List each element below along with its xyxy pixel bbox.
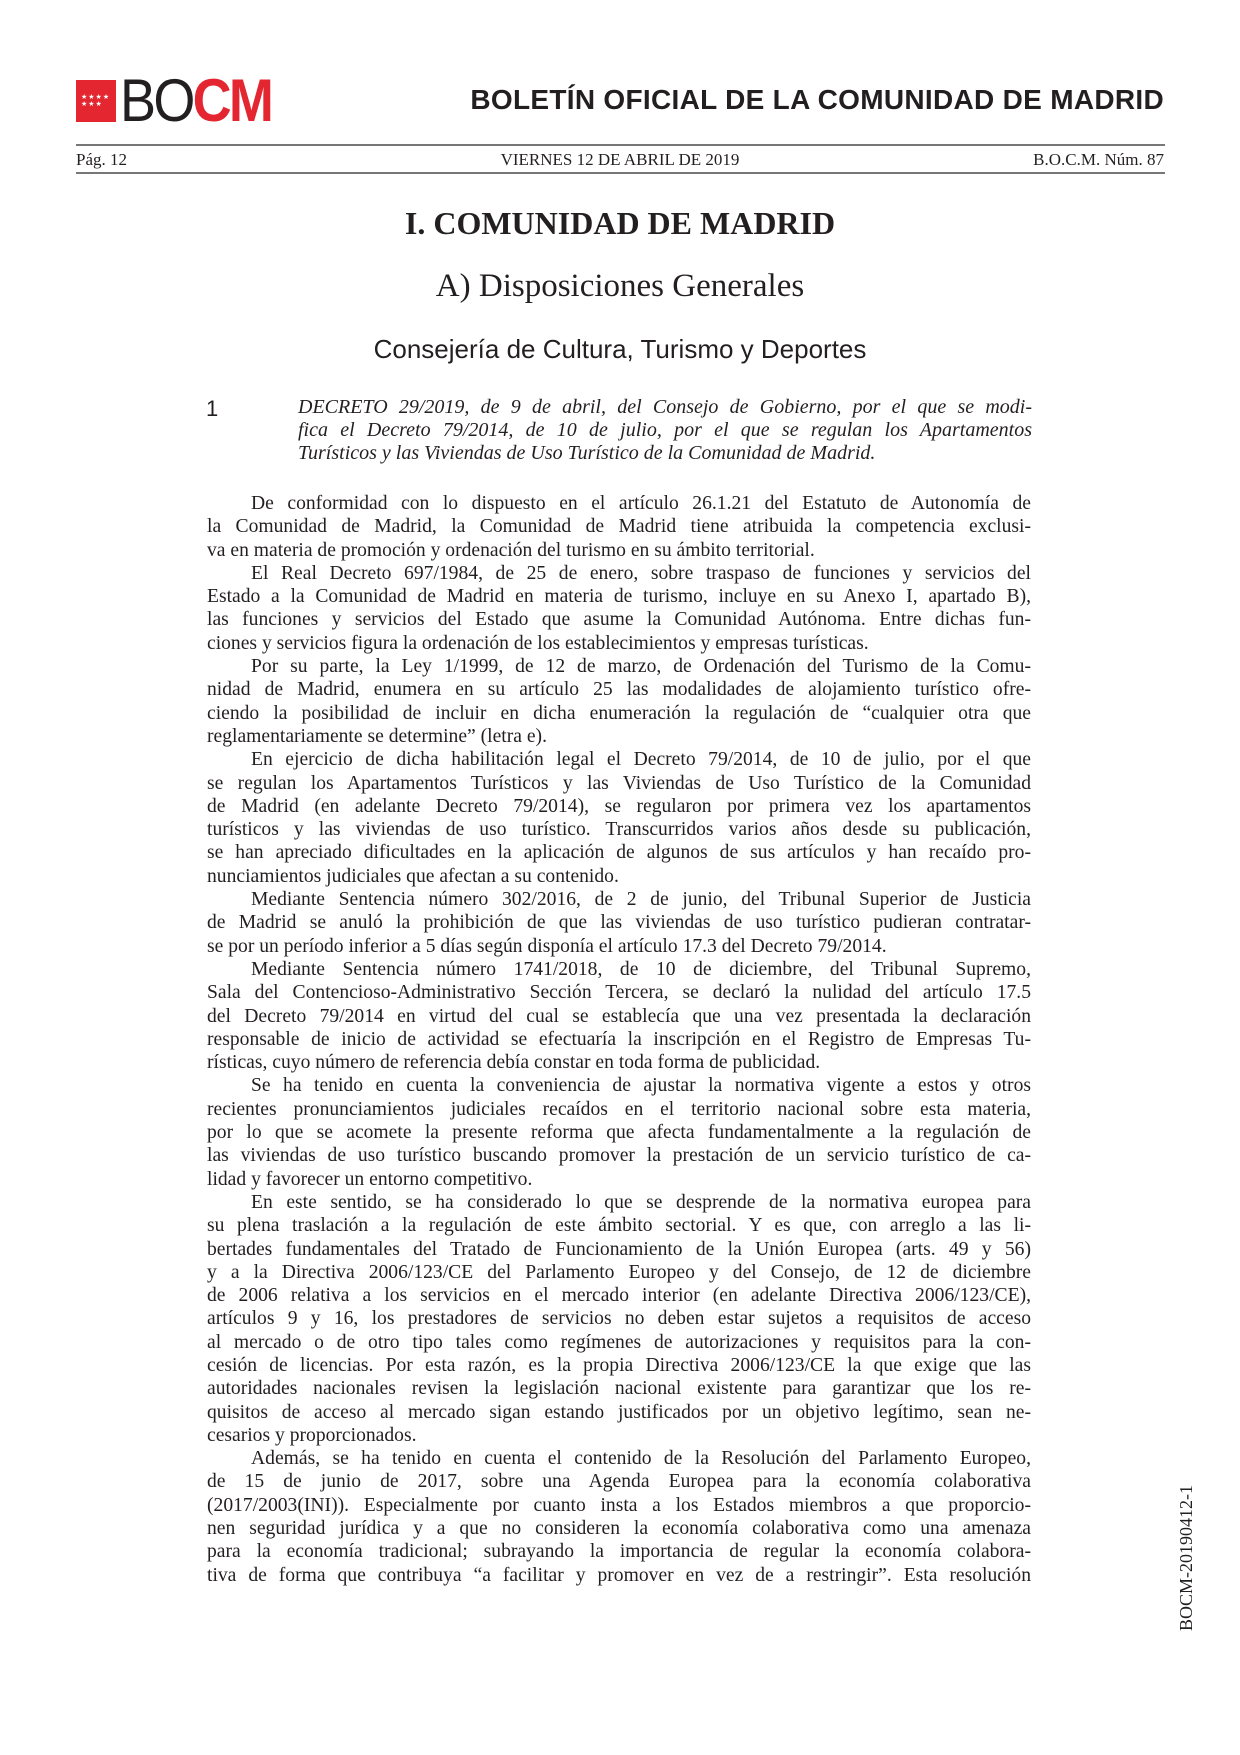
body-text [207, 492, 1031, 1587]
paragraph-line: quisitos de acceso al mercado sigan estando justificados por un objetivo legítimo, sean ne- [207, 1401, 1031, 1423]
paragraph-line: Mediante Sentencia número 302/2016, de 2 de junio, del Tribunal Superior de Justicia [251, 889, 1031, 911]
paragraph [207, 1191, 1031, 1447]
paragraph-line: de Madrid se anuló la prohibición de que las viviendas de uso turístico pudieran contratar- [207, 912, 1031, 934]
decree-title-line: DECRETO 29/2019, de 9 de abril, del Consejo de Gobierno, por el que se modi- [298, 396, 1032, 418]
paragraph [207, 492, 1031, 562]
subsection-heading: A) Disposiciones Generales [435, 268, 805, 304]
paragraph-line: la Comunidad de Madrid, la Comunidad de Madrid tiene atribuida la competencia exclusi- [207, 516, 1031, 538]
paragraph [207, 562, 1031, 655]
paragraph-line: de 2006 relativa a los servicios en el mercado interior (en adelante Directiva 2006/123/CE), [207, 1285, 1031, 1307]
paragraph-line: se han apreciado dificultades en la aplicación de algunos de sus artículos y han recaído pro- [207, 842, 1031, 864]
paragraph-line: turísticos y las viviendas de uso turístico. Transcurridos varios años desde su publicación, [207, 819, 1031, 841]
paragraph-line: ciendo la posibilidad de incluir en dicha enumeración la regulación de “cualquier otra que [207, 702, 1031, 724]
paragraph-line: De conformidad con lo dispuesto en el artículo 26.1.21 del Estatuto de Autonomía de [251, 493, 1031, 514]
paragraph-line: El Real Decreto 697/1984, de 25 de enero, sobre traspaso de funciones y servicios del [251, 562, 1031, 584]
paragraph-line: ciones y servicios figura la ordenación de los establecimientos y empresas turísticas. [207, 632, 869, 654]
paragraph [207, 655, 1031, 748]
item-number: 1 [206, 396, 219, 421]
header-rule-bottom [76, 172, 1165, 174]
paragraph-line: artículos 9 y 16, los prestadores de servicios no deben estar sujetos a requisitos de acceso [207, 1308, 1031, 1330]
paragraph-line: reglamentariamente se determine” (letra e). [207, 725, 547, 747]
paragraph-line: bertades fundamentales del Tratado de Funcionamiento de la Unión Europea (arts. 49 y 56) [207, 1238, 1031, 1260]
paragraph-line: se por un período inferior a 5 días según disponía el artículo 17.3 del Decreto 79/2014. [207, 935, 887, 957]
paragraph-line: Sala del Contencioso-Administrativo Sección Tercera, se declaró la nulidad del artículo 17.5 [207, 982, 1031, 1004]
paragraph-line: las funciones y servicios del Estado que asume la Comunidad Autónoma. Entre dichas fun- [207, 609, 1031, 631]
paragraph-line: de 15 de junio de 2017, sobre una Agenda Europea para la economía colaborativa [207, 1471, 1031, 1493]
issue-date: VIERNES 12 DE ABRIL DE 2019 [500, 150, 740, 169]
section-heading: I. COMUNIDAD DE MADRID [404, 205, 836, 241]
paragraph-line: va en materia de promoción y ordenación del turismo en su ámbito territorial. [207, 539, 815, 561]
paragraph-line: cesión de licencias. Por esta razón, es la propia Directiva 2006/123/CE la que exige que las [207, 1354, 1031, 1376]
paragraph-line: (2017/2003(INI)). Especialmente por cuanto insta a los Estados miembros a que proporcio- [207, 1494, 1031, 1516]
decree-title-line: fica el Decreto 79/2014, de 10 de julio, por el que se regulan los Apartamentos [298, 419, 1032, 441]
decree-title-line: Turísticos y las Viviendas de Uso Turístico de la Comunidad de Madrid. [298, 442, 876, 464]
paragraph [207, 1074, 1031, 1190]
paragraph-line: para la economía tradicional; subrayando la importancia de regular la economía colabora- [207, 1541, 1031, 1563]
paragraph-line: su plena traslación a la regulación de este ámbito sectorial. Y es que, con arreglo a las li- [207, 1215, 1031, 1237]
paragraph-line: al mercado o de otro tipo tales como regímenes de autorizaciones y requisitos para la con- [207, 1331, 1031, 1353]
paragraph-line: tiva de forma que contribuya “a facilitar y promover en vez de a restringir”. Esta resolución [207, 1564, 1031, 1586]
paragraph-line: cesarios y proporcionados. [207, 1424, 417, 1446]
paragraph-line: por lo que se acomete la presente reforma que afecta fundamentalmente a la regulación de [207, 1122, 1031, 1144]
header-rule-top [76, 144, 1165, 146]
paragraph-line: y a la Directiva 2006/123/CE del Parlamento Europeo y del Consejo, de 12 de diciembre [207, 1261, 1031, 1283]
paragraph-line: las viviendas de uso turístico buscando promover la prestación de un servicio turístico de ca- [207, 1145, 1031, 1167]
bocm-logo [76, 67, 288, 134]
paragraph-line: nidad de Madrid, enumera en su artículo 25 las modalidades de alojamiento turístico ofre- [207, 679, 1031, 701]
paragraph [207, 748, 1031, 888]
paragraph-line: autoridades nacionales revisen la legislación nacional existente para garantizar que los re- [207, 1378, 1031, 1400]
paragraph [207, 1447, 1031, 1587]
paragraph-line: Mediante Sentencia número 1741/2018, de 10 de diciembre, del Tribunal Supremo, [251, 958, 1031, 980]
page-number: Pág. 12 [76, 150, 127, 169]
paragraph-line: recientes pronunciamientos judiciales recaídos en el territorio nacional sobre esta materia, [207, 1098, 1031, 1120]
department-heading: Consejería de Cultura, Turismo y Deportes [373, 334, 867, 364]
paragraph [207, 958, 1031, 1074]
paragraph-line: Se ha tenido en cuenta la conveniencia de ajustar la normativa vigente a estos y otros [251, 1075, 1031, 1097]
paragraph-line: rísticas, cuyo número de referencia debía constar en toda forma de publicidad. [207, 1052, 821, 1074]
paragraph-line: responsable de inicio de actividad se efectuaría la inscripción en el Registro de Empresas Tu- [207, 1028, 1031, 1050]
paragraph-line: se regulan los Apartamentos Turísticos y las Viviendas de Uso Turístico de la Comunidad [207, 772, 1031, 794]
issue-number: B.O.C.M. Núm. 87 [1033, 150, 1164, 169]
paragraph-line: En este sentido, se ha considerado lo que se desprende de la normativa europea para [251, 1191, 1031, 1213]
paragraph-line: Por su parte, la Ley 1/1999, de 12 de marzo, de Ordenación del Turismo de la Comu- [251, 656, 1031, 678]
paragraph-line: de Madrid (en adelante Decreto 79/2014), se regularon por primera vez los apartamentos [207, 795, 1031, 817]
paragraph-line: nen seguridad jurídica y a que no consideren la economía colaborativa como una amenaza [207, 1518, 1031, 1540]
logo-text-bo: BO [120, 67, 193, 134]
paragraph-line: lidad y favorecer un entorno competitivo. [207, 1168, 533, 1190]
madrid-flag-icon: ★★★★ ★★★ [76, 80, 116, 122]
masthead-title: BOLETÍN OFICIAL DE LA COMUNIDAD DE MADRID [470, 84, 1164, 115]
paragraph-line: En ejercicio de dicha habilitación legal el Decreto 79/2014, de 10 de julio, por el que [251, 749, 1031, 771]
paragraph-line: nunciamientos judiciales que afectan a su contenido. [207, 865, 619, 887]
paragraph-line: del Decreto 79/2014 en virtud del cual se establecía que una vez presentada la declaración [207, 1005, 1031, 1027]
paragraph-line: Estado a la Comunidad de Madrid en materia de turismo, incluye en su Anexo I, apartado B), [207, 586, 1031, 608]
logo-text-cm: CM [192, 67, 272, 134]
paragraph [207, 888, 1031, 958]
paragraph-line: Además, se ha tenido en cuenta el contenido de la Resolución del Parlamento Europeo, [251, 1448, 1031, 1470]
document-code: BOCM-20190412-1 [1176, 1484, 1196, 1631]
decree-title [298, 396, 1032, 465]
